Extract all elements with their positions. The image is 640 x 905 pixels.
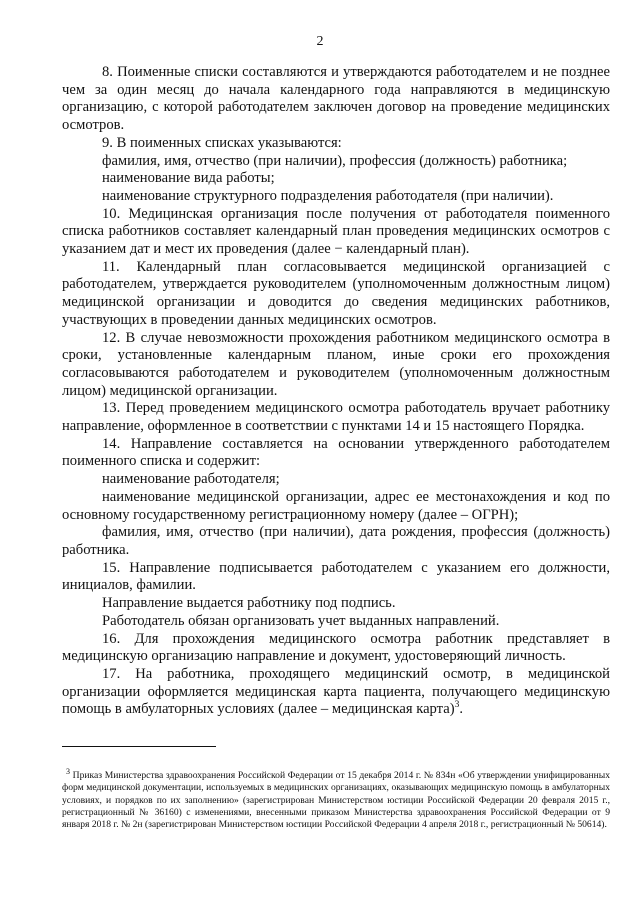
list-item-fio: фамилия, имя, отчество (при наличии), профессия (должность) работника; bbox=[102, 152, 568, 169]
list-item-worker-data: фамилия, имя, отчество (при наличии), дата рождения, профессия (должность) работника. bbox=[62, 524, 610, 558]
paragraph-8: 8. Поименные списки составляются и утверждаются работодателем и не позднее чем за один месяц до начала календарного года направляются в медицинскую организацию, с которой работодателем заключен договор на проведение медицинских осмотров. bbox=[62, 64, 610, 134]
paragraph-13: 13. Перед проведением медицинского осмотра работодатель вручает работнику направление, оформленное в соответствии с пунктами 14 и 15 настоящего Порядка. bbox=[62, 400, 610, 435]
paragraph-9: 9. В поименных списках указываются: bbox=[102, 134, 342, 151]
paragraph-10: 10. Медицинская организация после получения от работодателя поименного списка работников составляет календарный план проведения медицинских осмотров с указанием дат и мест их проведения (далее − календарный план). bbox=[62, 205, 610, 258]
footnote-text: Приказ Министерства здравоохранения Российской Федерации от 15 декабря 2014 г. № 834н «Об утверждении унифицированных форм медицинской документации, используемых в медицинских организациях, оказывающих медицинскую помощь в амбулаторных условиях, и порядков по их заполнению» (зарегистрирован Министерством юстиции Российской Федерации 20 февраля 2015 г., регистрационный № 36160) с изменениями, внесенными приказом Министерства здравоохранения Российской Федерации от 9 января 2018 г. № 2н (зарегистрирован Министерством юстиции Российской Федерации 4 апреля 2018 г., регистрационный № 50614). bbox=[62, 770, 610, 831]
footnote-divider bbox=[62, 746, 216, 747]
paragraph-15-accounting: Работодатель обязан организовать учет выданных направлений. bbox=[102, 612, 500, 629]
document-body bbox=[62, 64, 610, 719]
paragraph-15: 15. Направление подписывается работодателем с указанием его должности, инициалов, фамилии. bbox=[62, 559, 610, 594]
paragraph-15-issue: Направление выдается работнику под подпись. bbox=[102, 595, 396, 612]
list-item-medical-org: наименование медицинской организации, адрес ее местонахождения и код по основному государственному регистрационному номеру (далее – ОГРН); bbox=[62, 488, 610, 523]
list-item-work-type: наименование вида работы; bbox=[102, 170, 275, 187]
paragraph-16: 16. Для прохождения медицинского осмотра работник представляет в медицинскую организацию направление и документ, удостоверяющий личность. bbox=[62, 630, 610, 665]
page-number: 2 bbox=[316, 34, 324, 49]
list-item-employer-name: наименование работодателя; bbox=[102, 471, 280, 488]
list-item-department: наименование структурного подразделения работодателя (при наличии). bbox=[102, 187, 554, 204]
paragraph-17-tail: . bbox=[459, 701, 463, 718]
paragraph-17-text: 17. На работника, проходящего медицинский осмотр, в медицинской организации оформляется медицинская карта пациента, получающего медицинскую помощь в амбулаторных условиях (далее – медицинская карта) bbox=[62, 665, 610, 718]
paragraph-12: 12. В случае невозможности прохождения работником медицинского осмотра в сроки, установленные календарным планом, иные сроки его прохождения согласовываются работодателем и руководителем (уполномоченным должностным лицом) медицинской организации. bbox=[62, 329, 610, 399]
paragraph-11: 11. Календарный план согласовывается медицинской организацией с работодателем, утверждается руководителем (уполномоченным должностным лицом) медицинской организации и доводится до сведения медицинских работников, участвующих в проведении данных медицинских осмотров. bbox=[62, 258, 610, 328]
footnote-mark: 3 bbox=[66, 766, 70, 776]
paragraph-17 bbox=[62, 666, 610, 719]
footnote-reference[interactable]: 3 bbox=[454, 700, 460, 711]
footnote bbox=[62, 766, 610, 831]
paragraph-14: 14. Направление составляется на основании утвержденного работодателем поименного списка и содержит: bbox=[62, 435, 610, 470]
